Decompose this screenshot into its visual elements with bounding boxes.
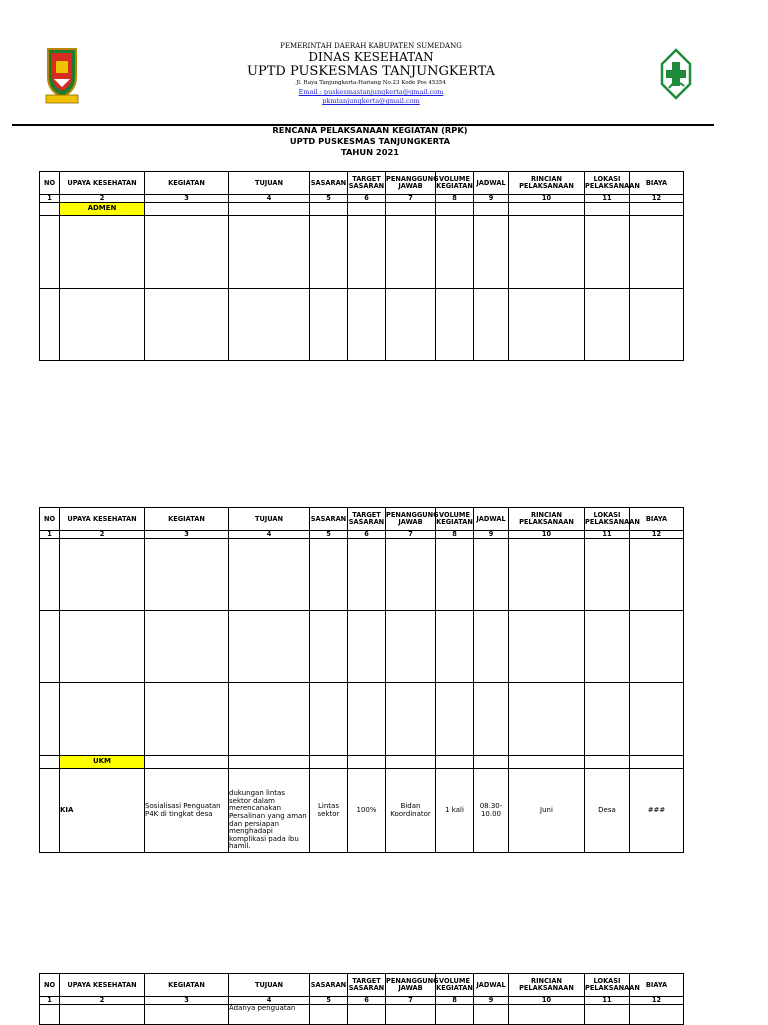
- column-number: 7: [386, 195, 436, 203]
- column-number: 6: [348, 531, 386, 539]
- column-header: JADWAL: [474, 172, 509, 195]
- column-number: 9: [474, 531, 509, 539]
- column-number: 12: [630, 531, 684, 539]
- column-number: 1: [40, 195, 60, 203]
- section-label-admen: ADMEN: [60, 203, 145, 216]
- cell-rincian: Juni: [509, 769, 585, 853]
- column-header: RINCIAN PELAKSANAAN: [509, 172, 585, 195]
- institution-name: UPTD PUSKESMAS TANJUNGKERTA: [247, 64, 495, 79]
- table-header-row: [40, 508, 684, 531]
- column-number: 11: [585, 195, 630, 203]
- cell-lokasi: Desa: [585, 769, 630, 853]
- column-number: 4: [229, 997, 310, 1005]
- column-number: 4: [229, 531, 310, 539]
- column-number: 11: [585, 997, 630, 1005]
- column-number: 7: [386, 531, 436, 539]
- table-row: [40, 683, 684, 756]
- column-number: 5: [310, 195, 348, 203]
- column-number-row: [40, 997, 684, 1005]
- column-number: 3: [145, 997, 229, 1005]
- title-line-3: TAHUN 2021: [340, 147, 400, 157]
- column-header: TARGET SASARAN: [348, 974, 386, 997]
- column-number: 6: [348, 195, 386, 203]
- column-header: KEGIATAN: [145, 172, 229, 195]
- rpk-table-1: [39, 171, 684, 361]
- column-number: 9: [474, 997, 509, 1005]
- column-header: TARGET SASARAN: [348, 172, 386, 195]
- letterhead: [0, 0, 768, 126]
- column-number: 7: [386, 997, 436, 1005]
- column-header: PENANGGUNG JAWAB: [386, 974, 436, 997]
- column-header: VOLUME KEGIATAN: [436, 508, 474, 531]
- column-header: RINCIAN PELAKSANAAN: [509, 974, 585, 997]
- column-header: BIAYA: [630, 172, 684, 195]
- email-link-2[interactable]: pkmtanjungkerta@gmail.com: [322, 97, 420, 105]
- column-number: 5: [310, 531, 348, 539]
- column-header: RINCIAN PELAKSANAAN: [509, 508, 585, 531]
- column-number: 1: [40, 531, 60, 539]
- rpk-table-3: [39, 973, 684, 1025]
- table-row: [40, 539, 684, 611]
- column-header: LOKASI PELAKSANAAN: [585, 172, 630, 195]
- cell-kegiatan: Sosialisasi Penguatan P4K di tingkat desa: [145, 769, 229, 853]
- cell-jadwal: 08.30-10.00: [474, 769, 509, 853]
- table-row: [40, 216, 684, 289]
- column-number: 4: [229, 195, 310, 203]
- column-header: SASARAN: [310, 172, 348, 195]
- column-header: TUJUAN: [229, 172, 310, 195]
- document-title: [200, 125, 540, 158]
- cell-sasaran: Lintas sektor: [310, 769, 348, 853]
- column-header: BIAYA: [630, 508, 684, 531]
- column-number: 8: [436, 997, 474, 1005]
- column-header: LOKASI PELAKSANAAN: [585, 508, 630, 531]
- government-name: PEMERINTAH DAERAH KABUPATEN SUMEDANG: [280, 42, 462, 50]
- section-row-admen: [40, 203, 684, 216]
- letterhead-text: [200, 42, 542, 106]
- column-header: VOLUME KEGIATAN: [436, 172, 474, 195]
- column-number: 12: [630, 997, 684, 1005]
- column-number: 9: [474, 195, 509, 203]
- column-header: KEGIATAN: [145, 974, 229, 997]
- column-header: SASARAN: [310, 974, 348, 997]
- cell-tujuan: [229, 769, 310, 853]
- column-header: KEGIATAN: [145, 508, 229, 531]
- column-header: TUJUAN: [229, 508, 310, 531]
- column-header: UPAYA KESEHATAN: [60, 974, 145, 997]
- title-line-1: RENCANA PELAKSANAAN KEGIATAN (RPK): [272, 125, 468, 135]
- column-number-row: [40, 531, 684, 539]
- column-header: TARGET SASARAN: [348, 508, 386, 531]
- puskesmas-logo-icon: [660, 48, 692, 100]
- column-header: JADWAL: [474, 508, 509, 531]
- email-link-1[interactable]: Email : puskesmastanjungkerta@gmail.com: [298, 88, 444, 96]
- sumedang-crest-icon: [44, 45, 80, 105]
- column-number: 2: [60, 997, 145, 1005]
- column-number: 1: [40, 997, 60, 1005]
- column-number: 3: [145, 195, 229, 203]
- rpk-table-2: [39, 507, 684, 853]
- column-number: 8: [436, 195, 474, 203]
- column-number: 8: [436, 531, 474, 539]
- column-number: 11: [585, 531, 630, 539]
- column-header: NO: [40, 508, 60, 531]
- column-header: UPAYA KESEHATAN: [60, 508, 145, 531]
- column-header: LOKASI PELAKSANAAN: [585, 974, 630, 997]
- column-number: 10: [509, 997, 585, 1005]
- column-header: TUJUAN: [229, 974, 310, 997]
- cell-penanggung-jawab: Bidan Koordinator: [386, 769, 436, 853]
- column-number: 10: [509, 195, 585, 203]
- column-header: BIAYA: [630, 974, 684, 997]
- table-header-row: [40, 172, 684, 195]
- cell-tujuan: Adanya penguatan: [229, 1005, 310, 1025]
- table-row: [40, 611, 684, 683]
- section-label-ukm: UKM: [60, 756, 145, 769]
- cell-target: 100%: [348, 769, 386, 853]
- table-header-row: [40, 974, 684, 997]
- tujuan-text: dukungan lintas sektor dalam merencanakan Persalinan yang aman dan persiapan menghadapi komplikasi pada ibu hamil.: [229, 789, 307, 851]
- table-row: [40, 1005, 684, 1025]
- column-header: NO: [40, 172, 60, 195]
- section-row-ukm: [40, 756, 684, 769]
- column-header: JADWAL: [474, 974, 509, 997]
- cell-upaya: KIA: [60, 769, 145, 853]
- column-number: 12: [630, 195, 684, 203]
- column-number-row: [40, 195, 684, 203]
- cell-no: [40, 769, 60, 853]
- column-header: VOLUME KEGIATAN: [436, 974, 474, 997]
- table-row-kia: [40, 769, 684, 853]
- cell-volume: 1 kali: [436, 769, 474, 853]
- table-row: [40, 289, 684, 361]
- column-number: 5: [310, 997, 348, 1005]
- column-header: PENANGGUNG JAWAB: [386, 508, 436, 531]
- title-line-2: UPTD PUSKESMAS TANJUNGKERTA: [289, 136, 451, 146]
- address: Jl. Raya Tanjungkerta-Hariang No.23 Kode Pos 45354: [296, 80, 446, 86]
- cell-biaya: ###: [630, 769, 684, 853]
- column-number: 3: [145, 531, 229, 539]
- column-header: PENANGGUNG JAWAB: [386, 172, 436, 195]
- column-number: 2: [60, 195, 145, 203]
- column-number: 10: [509, 531, 585, 539]
- column-header: NO: [40, 974, 60, 997]
- column-header: SASARAN: [310, 508, 348, 531]
- department-name: DINAS KESEHATAN: [308, 50, 434, 64]
- column-number: 2: [60, 531, 145, 539]
- column-header: UPAYA KESEHATAN: [60, 172, 145, 195]
- column-number: 6: [348, 997, 386, 1005]
